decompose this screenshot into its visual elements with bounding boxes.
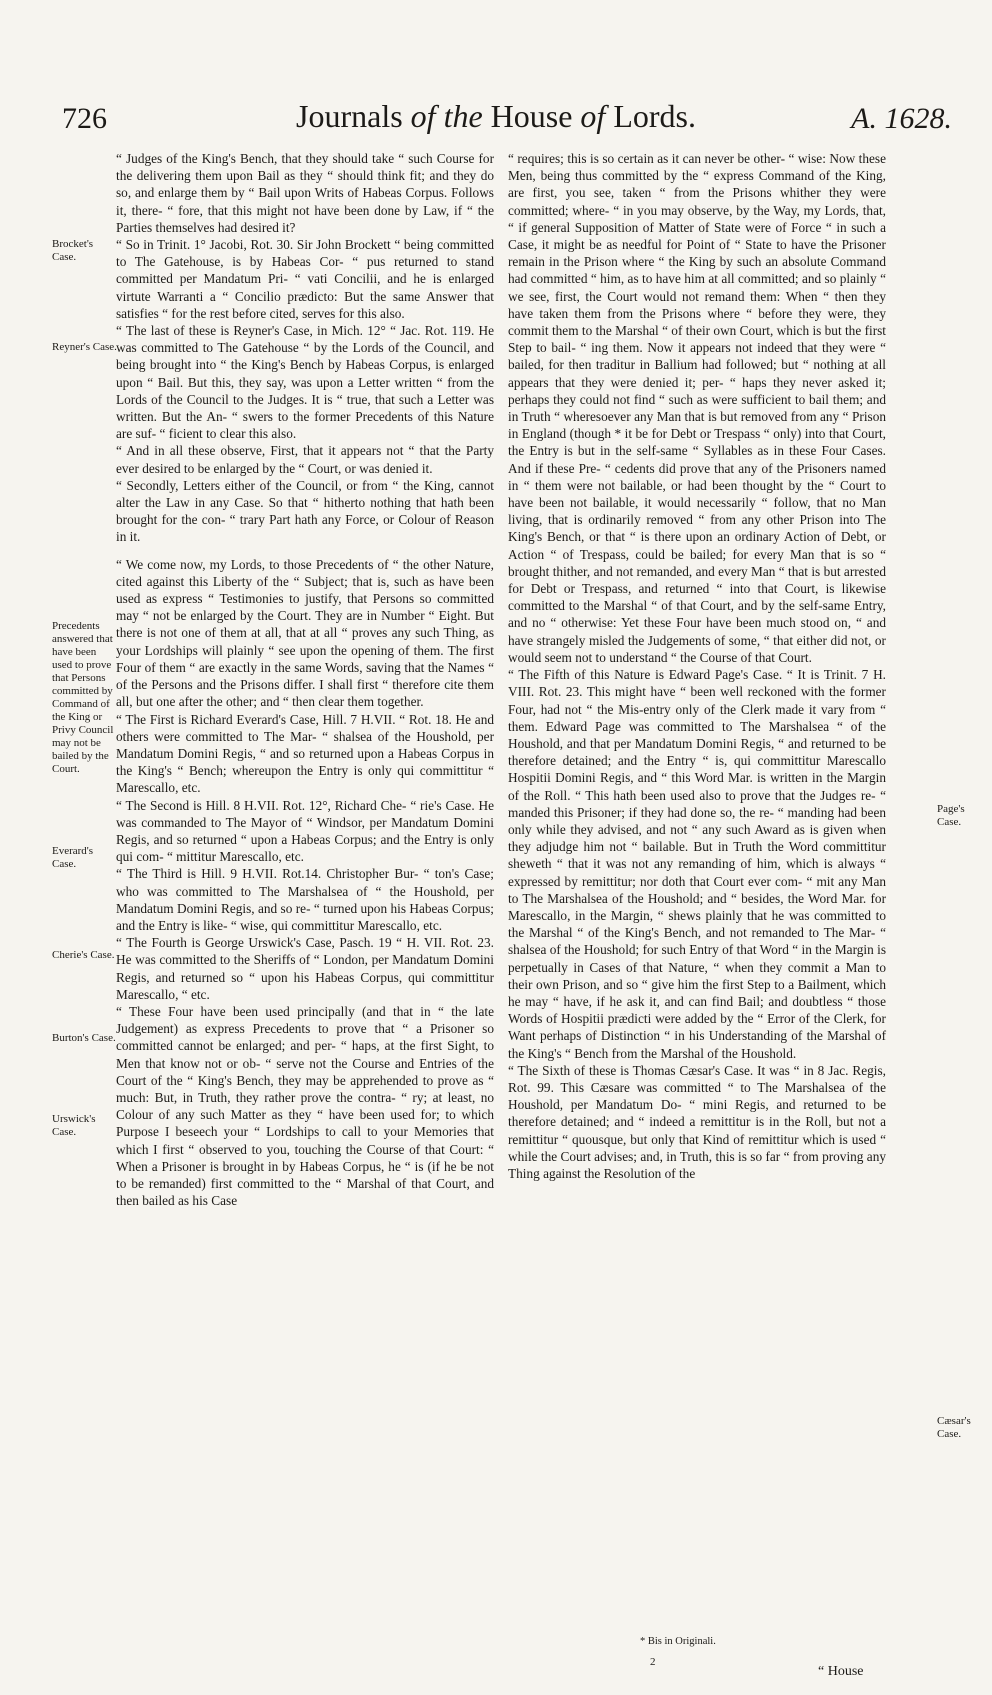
margin-note-everard: Everard's Case. <box>52 845 94 870</box>
left-paragraph: “ We come now, my Lords, to those Precedents of “ the other Nature, cited against this Liberty of the “ Subject; that is, such as have been used as express “ Testimonies to justify, that Persons so committed may “ not be enlarged by the Court. They are in Number “ Eight. But there is not one of them at all, that at all “ proves any such Thing, as your Lordships will plainly “ see upon the opening of them. The first Four of them “ are exactly in the same Words, saving that the Names “ of the Persons and the Prisons differ. I shall first “ therefore cite them all, but one after the other; and “ then clear them together. <box>116 556 494 710</box>
page-number: 726 <box>62 102 107 135</box>
margin-note-brocket: Brocket's Case. <box>52 238 94 263</box>
title-word-the: the <box>443 98 483 134</box>
title-word-house: House <box>490 98 573 134</box>
margin-note-burton: Burton's Case. <box>52 1032 116 1044</box>
margin-note-precedents: Precedents answered that have been used to prove that Persons committed by Command of the King or Privy Council may not be bailed by the Court. <box>52 620 114 775</box>
left-paragraph: “ And in all these observe, First, that it appears not “ that the Party ever desired to be enlarged by the “ Court, or was denied it. <box>116 443 494 476</box>
left-paragraph: “ The Second is Hill. 8 H.VII. Rot. 12°, Richard Che- “ rie's Case. He was commanded to The Mayor of “ Windsor, per Mandatum Domini Regis, and so returned “ upon a Habeas Corpus; and the Entry is only qui com- “ mittitur Marescallo, etc. <box>116 797 494 865</box>
left-paragraph: “ The last of these is Reyner's Case, in Mich. 12° “ Jac. Rot. 119. He was committed to The Gatehouse “ by the Lords of the Council, and being brought into “ the King's Bench by Habeas Corpus, is enlarged upon “ Bail. But this, they say, was upon a Letter written “ from the Lords of the Council to the Judges. It is “ true, that such a Letter was written. But the An- “ swers to the former Precedents of this Nature are suf- “ ficient to clear this also. <box>116 323 494 442</box>
margin-note-urswick: Urswick's Case. <box>52 1113 96 1138</box>
running-title <box>0 98 992 135</box>
left-column <box>116 150 494 1209</box>
catchword: “ House <box>818 1664 864 1679</box>
right-column <box>508 150 886 1182</box>
signature-mark: 2 <box>650 1656 656 1668</box>
left-paragraph: “ So in Trinit. 1° Jacobi, Rot. 30. Sir John Brockett “ being committed to The Gatehouse, is by Habeas Cor- “ pus returned to stand committed per Mandatum Pri- “ vati Concilii, and he is enlarged virtute Warranti a “ Concilio prædicto: But the same Answer that satisfies “ for the rest before cited, serves for this also. <box>116 237 494 321</box>
right-paragraph: “ The Fifth of this Nature is Edward Page's Case. “ It is Trinit. 7 H. VIII. Rot. 23. This might have “ been well reckoned with the former Four, had not “ the Mis-entry only of the Clerk made it vary from “ them. Edward Page was committed to The Marshalsea “ of the Houshold, and that per Mandatum Domini Regis, “ and returned to be therefore detained; and the Entry “ is, qui committitur Marescallo Hospitii Domini Regis, and “ this Word Mar. is written in the Margin of the Roll. “ This hath been used also to prove that the Judges re- “ manded this Prisoner; if they had done so, the re- “ manding had been only while they advised, and not “ any such Award as is given when they adjudge him not “ bailable. But in Truth the Word committitur sheweth “ that it was not any remanding of him, which is always “ expressed by remittitur; nor doth that Court ever com- “ mit any Man to The Marshalsea of the Houshold; and “ besides, the Word Mar. for Marescallo, in the Margin, “ shews plainly that he was committed to the Marshal “ of the King's Bench, and not remanded to The Mar- “ shalsea of the Houshold; for such Entry of that Word “ in the Margin is perpetually in Cases of that Nature, “ when they commit a Man to their own Prison, and so “ give him the first Step to a Bailment, which he may “ have, if he ask it, and can find Bail; and doubtless “ those Words of Hospitii prædicti were added by the “ Error of the Clerk, for Want perhaps of Distinction “ in his Understanding of the Marshal of the King's “ Bench from the Marshal of the Houshold. <box>508 667 886 1061</box>
margin-note-caesar: Cæsar's Case. <box>937 1415 971 1440</box>
margin-note-reyner: Reyner's Case. <box>52 341 117 353</box>
margin-note-cherie: Cherie's Case. <box>52 949 115 961</box>
title-word-of: of <box>410 98 436 134</box>
year-heading: A. 1628. <box>851 102 952 135</box>
page-header <box>0 88 992 148</box>
title-word-lords: Lords. <box>613 98 696 134</box>
title-word-of-2: of <box>580 98 606 134</box>
left-paragraph: “ Secondly, Letters either of the Council, or from “ the King, cannot alter the Law in any Case. So that “ hitherto nothing that hath been brought for the con- “ trary Part hath any Force, or Colour of Reason in it. <box>116 477 494 545</box>
right-paragraph: “ The Sixth of these is Thomas Cæsar's Case. It was “ in 8 Jac. Regis, Rot. 99. This Cæsare was committed “ to The Marshalsea of the Houshold, per Mandatum Do- “ mini Regis, and returned to be therefore detained; and “ indeed a remittitur is in the Roll, but not a remittitur “ quousque, but only that Kind of remittitur which is used “ while the Court advises; and, in Truth, this is so far “ from proving any Thing against the Resolution of the <box>508 1062 886 1181</box>
footnote: * Bis in Originali. <box>640 1636 716 1647</box>
left-paragraph: “ The Fourth is George Urswick's Case, Pasch. 19 “ H. VII. Rot. 23. He was committed to the Sheriffs of “ London, per Mandatum Domini Regis, and returned so “ upon his Habeas Corpus, qui committitur Marescallo, “ etc. <box>116 935 494 1002</box>
left-paragraph: “ Judges of the King's Bench, that they should take “ such Course for the delivering them upon Bail as they “ should think fit; and they do so, and enlarge them by “ Bail upon Writs of Habeas Corpus. Follows it, there- “ fore, that this might not have been done by Law, if “ the Parties themselves had desired it? <box>116 151 494 235</box>
left-paragraph: “ These Four have been used principally (and that in “ the late Judgement) as express Precedents to prove that “ a Prisoner so committed cannot be enlarged; and per- “ haps, at the first Sight, to Men that know not or ob- “ serve not the Course and Entries of the Court of the “ King's Bench, they may be apprehended to prove as “ much: But, in Truth, they rather prove the contra- “ ry; at least, no Colour of any such Matter as they “ have been used for; to which Purpose I beseech your “ Lordships to call to your Memories that which I first “ observed to you, touching the Course of that Court: “ When a Prisoner is brought in by Habeas Corpus, he “ is (if he be not to be remanded) first committed to the “ Marshal of that Court, and then bailed as his Case <box>116 1003 494 1209</box>
title-word-journals: Journals <box>296 98 403 134</box>
left-paragraph: “ The First is Richard Everard's Case, Hill. 7 H.VII. “ Rot. 18. He and others were committed to The Mar- “ shalsea of the Houshold, per Mandatum Domini Regis, “ and so returned upon a Habeas Corpus in the King's “ Bench; whereupon the Entry is only qui committitur “ Marescallo, etc. <box>116 711 494 796</box>
margin-note-page: Page's Case. <box>937 803 965 828</box>
left-paragraph: “ The Third is Hill. 9 H.VII. Rot.14. Christopher Bur- “ ton's Case; who was committed to The Marshalsea of “ the Houshold, per Mandatum Domini Regis, and so re- “ turned upon his Habeas Corpus; and the Entry is like- “ wise, qui committitur Marescallo, etc. <box>116 866 494 933</box>
right-paragraph: “ requires; this is so certain as it can never be other- “ wise: Now these Men, being thus committed by the “ express Command of the King, are first, you see, taken “ from the Prisons whither they were committed; where- “ in you may observe, by the Way, my Lords, that, “ if general Supposition of Matter of State were of Force “ in such a Case, it might be as needful for Point of “ State to have the Prisoner remain in the Prison where “ the King by such an absolute Command had committed “ him, as to have him at all committed; and so plainly “ we see, first, the Court would not remand them: When “ then they have taken them from the Prisons where “ before they were, they commit them to the Marshal “ of their own Court, which is but the first Step to bail- “ ing them. Now it appears not indeed that they were “ bailed, for then traditur in Ballium had followed; but “ nothing at all appears that they were denied it; per- “ haps they never asked it; perhaps they could not find “ such as were sufficient to bail them; and in Truth “ wheresoever any Man that is but removed from any “ Prison in England (though * it be for Debt or Trespass “ only) into that Court, the Entry is but in the self-same “ Syllables as in these Four Cases. And if these Pre- “ cedents did prove that any of the Prisoners named in “ them were not bailable, or had been thought by the “ Court to have been not bailable, it would necessarily “ follow, that no Man living, that is ordinarily removed “ from any other Prison into The King's Bench, or that “ is there upon an ordinary Action of Debt, or Action “ of Trespass, could be bailed; for every Man that is so “ brought thither, and not remanded, and every Man “ that is but arrested for Debt or Trespass, and returned “ into that Court, is likewise committed to the Marshal “ of that Court, and by the self-same Entry, and no “ otherwise: Yet these Four have been much stood on, “ and have strangely misled the Judgements of some, “ that either did not, or would seem not to understand “ the Course of that Court. <box>508 151 886 665</box>
